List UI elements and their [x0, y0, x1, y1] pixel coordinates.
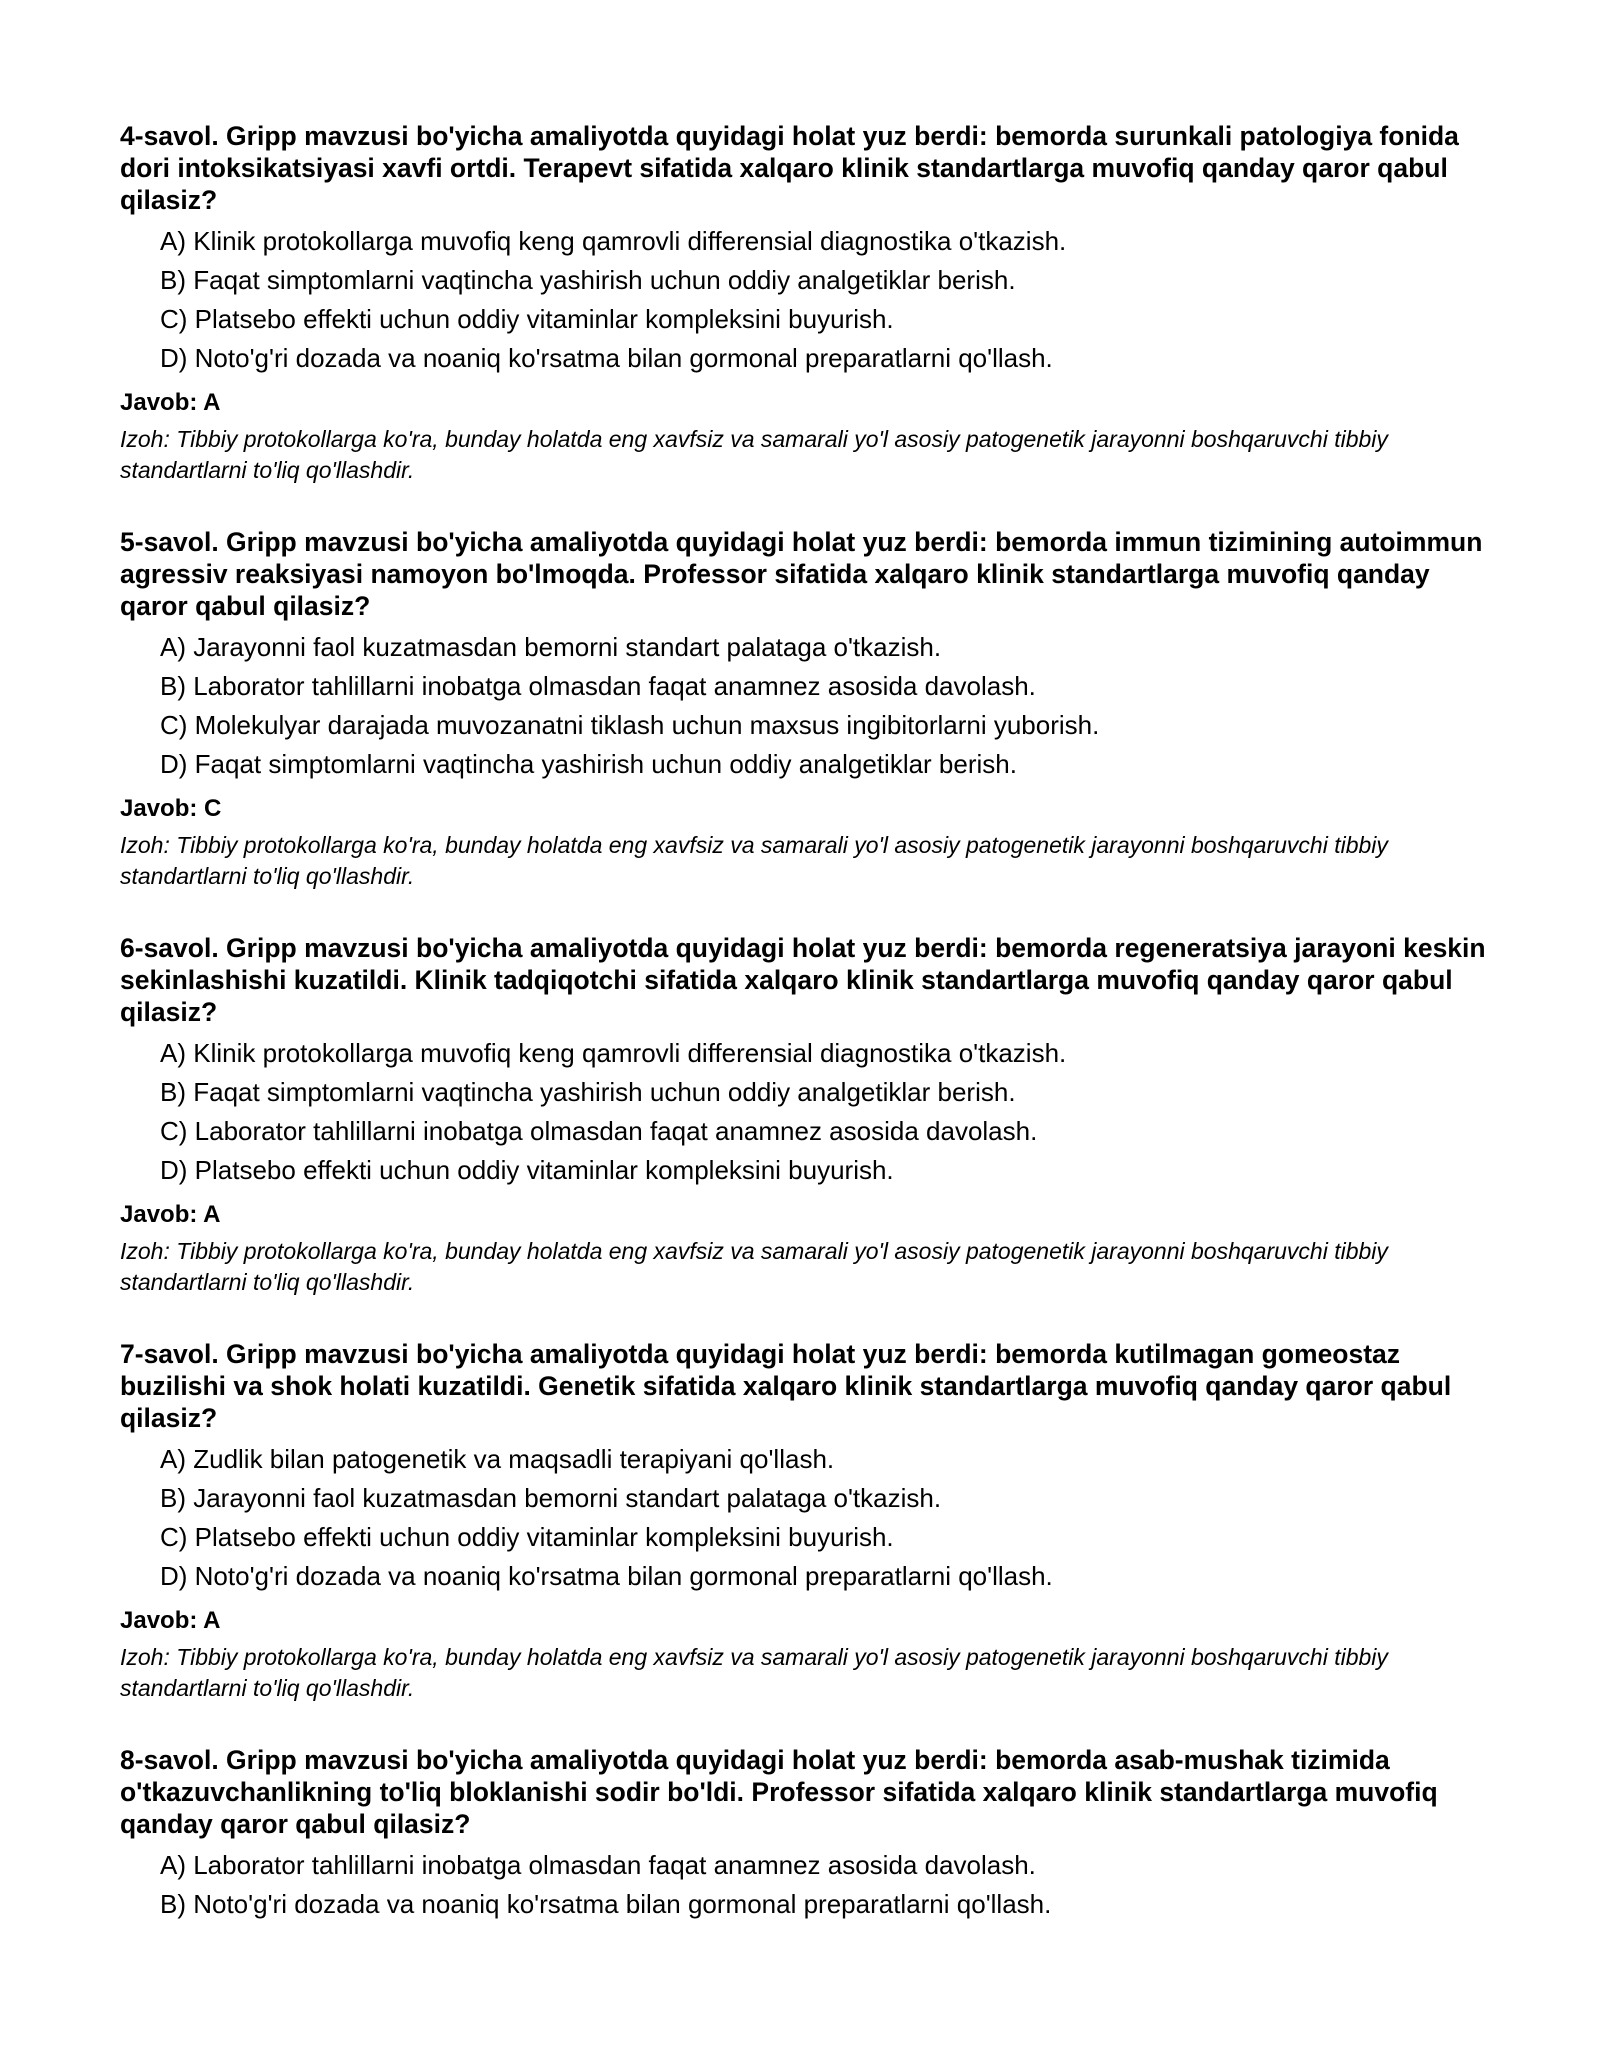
option-b: B) Faqat simptomlarni vaqtincha yashirish uchun oddiy analgetiklar berish. [160, 265, 1016, 295]
option-a: A) Klinik protokollarga muvofiq keng qamrovli differensial diagnostika o'tkazish. [160, 226, 1067, 256]
option-c: C) Molekulyar darajada muvozanatni tiklash uchun maxsus ingibitorlarni yuborish. [160, 710, 1100, 740]
option-c: C) Laborator tahlillarni inobatga olmasdan faqat anamnez asosida davolash. [160, 1116, 1038, 1146]
explanation-note: Izoh: Tibbiy protokollarga ko'ra, bunday holatda eng xavfsiz va samarali yo'l asosiy patogenetik jarayonni boshqaruvchi tibbiy standartlarni to'liq qo'llashdir. [120, 832, 1388, 889]
question-block [120, 1338, 1490, 1704]
question-title: 5-savol. Gripp mavzusi bo'yicha amaliyotda quyidagi holat yuz berdi: bemorda immun tizimining autoimmun agressiv reaksiyasi namoyon bo'lmoqda. Professor sifatida xalqaro klinik standartlarga muvofiq qanday qaror qabul qilasiz? [120, 527, 1483, 621]
option-c: C) Platsebo effekti uchun oddiy vitaminlar kompleksini buyurish. [160, 1522, 894, 1552]
explanation-note: Izoh: Tibbiy protokollarga ko'ra, bunday holatda eng xavfsiz va samarali yo'l asosiy patogenetik jarayonni boshqaruvchi tibbiy standartlarni to'liq qo'llashdir. [120, 1238, 1388, 1295]
question-title: 4-savol. Gripp mavzusi bo'yicha amaliyotda quyidagi holat yuz berdi: bemorda surunkali patologiya fonida dori intoksikatsiyasi xavfi ortdi. Terapevt sifatida xalqaro klinik standartlarga muvofiq qanday qaror qabul qilasiz? [120, 121, 1459, 215]
question-title: 7-savol. Gripp mavzusi bo'yicha amaliyotda quyidagi holat yuz berdi: bemorda kutilmagan gomeostaz buzilishi va shok holati kuzatildi. Genetik sifatida xalqaro klinik standartlarga muvofiq qanday qaror qabul qilasiz? [120, 1339, 1452, 1433]
options-list [120, 222, 1490, 378]
option-b: B) Laborator tahlillarni inobatga olmasdan faqat anamnez asosida davolash. [160, 671, 1036, 701]
question-block [120, 526, 1490, 892]
option-d: D) Faqat simptomlarni vaqtincha yashirish uchun oddiy analgetiklar berish. [160, 749, 1017, 779]
question-title: 6-savol. Gripp mavzusi bo'yicha amaliyotda quyidagi holat yuz berdi: bemorda regeneratsiya jarayoni keskin sekinlashishi kuzatildi. Klinik tadqiqotchi sifatida xalqaro klinik standartlarga muvofiq qanday qaror qabul qilasiz? [120, 933, 1486, 1027]
options-list [120, 1440, 1490, 1596]
answer-label: Javob: A [120, 389, 221, 416]
options-list [120, 628, 1490, 784]
answer-label: Javob: A [120, 1201, 221, 1228]
question-title: 8-savol. Gripp mavzusi bo'yicha amaliyotda quyidagi holat yuz berdi: bemorda asab-mushak tizimida o'tkazuvchanlikning to'liq bloklanishi sodir bo'ldi. Professor sifatida xalqaro klinik standartlarga muvofiq qanday qaror qabul qilasiz? [120, 1745, 1438, 1839]
option-a: A) Jarayonni faol kuzatmasdan bemorni standart palataga o'tkazish. [160, 632, 942, 662]
answer-label: Javob: A [120, 1607, 221, 1634]
option-a: A) Laborator tahlillarni inobatga olmasdan faqat anamnez asosida davolash. [160, 1850, 1036, 1880]
option-d: D) Platsebo effekti uchun oddiy vitaminlar kompleksini buyurish. [160, 1155, 894, 1185]
option-a: A) Klinik protokollarga muvofiq keng qamrovli differensial diagnostika o'tkazish. [160, 1038, 1067, 1068]
question-block [120, 1744, 1490, 1924]
option-c: C) Platsebo effekti uchun oddiy vitaminlar kompleksini buyurish. [160, 304, 894, 334]
option-b: B) Noto'g'ri dozada va noaniq ko'rsatma bilan gormonal preparatlarni qo'llash. [160, 1889, 1052, 1919]
explanation-note: Izoh: Tibbiy protokollarga ko'ra, bunday holatda eng xavfsiz va samarali yo'l asosiy patogenetik jarayonni boshqaruvchi tibbiy standartlarni to'liq qo'llashdir. [120, 1644, 1388, 1701]
question-block [120, 120, 1490, 486]
question-block [120, 932, 1490, 1298]
options-list [120, 1034, 1490, 1190]
explanation-note: Izoh: Tibbiy protokollarga ko'ra, bunday holatda eng xavfsiz va samarali yo'l asosiy patogenetik jarayonni boshqaruvchi tibbiy standartlarni to'liq qo'llashdir. [120, 426, 1388, 483]
document-page [120, 120, 1490, 1964]
options-list [120, 1846, 1490, 1924]
option-b: B) Faqat simptomlarni vaqtincha yashirish uchun oddiy analgetiklar berish. [160, 1077, 1016, 1107]
option-b: B) Jarayonni faol kuzatmasdan bemorni standart palataga o'tkazish. [160, 1483, 942, 1513]
answer-label: Javob: C [120, 795, 222, 822]
option-a: A) Zudlik bilan patogenetik va maqsadli terapiyani qo'llash. [160, 1444, 835, 1474]
option-d: D) Noto'g'ri dozada va noaniq ko'rsatma bilan gormonal preparatlarni qo'llash. [160, 1561, 1053, 1591]
option-d: D) Noto'g'ri dozada va noaniq ko'rsatma bilan gormonal preparatlarni qo'llash. [160, 343, 1053, 373]
